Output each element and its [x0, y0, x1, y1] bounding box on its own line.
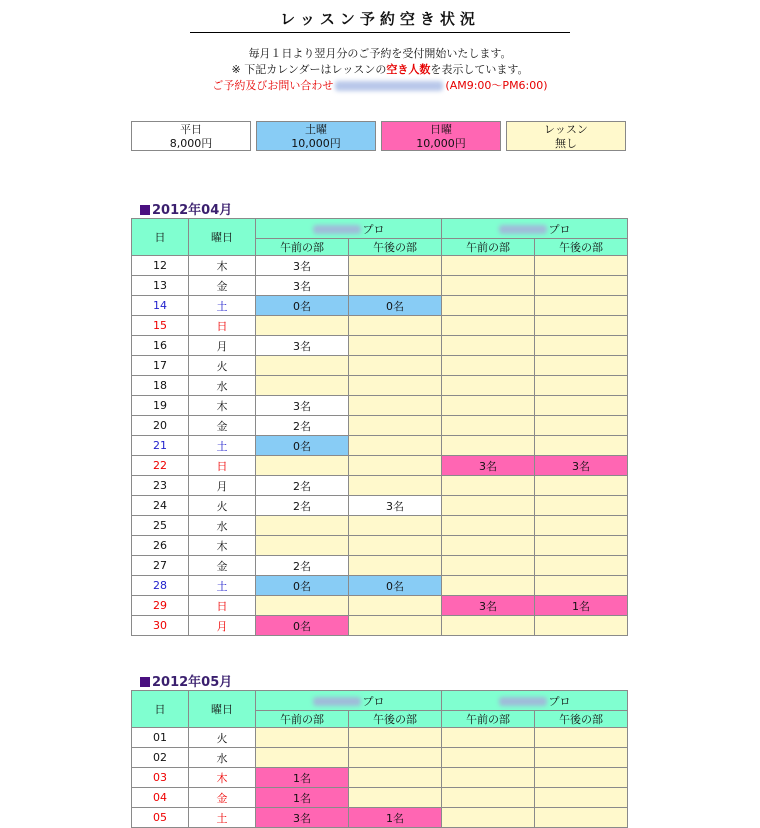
day-cell: 23	[132, 476, 189, 496]
pro1-am-slot[interactable]	[256, 748, 349, 768]
pro2-am-slot[interactable]	[442, 276, 535, 296]
pro1-pm-slot[interactable]	[349, 748, 442, 768]
pro1-pm-slot[interactable]	[349, 256, 442, 276]
day-cell: 28	[132, 576, 189, 596]
pro1-am-slot[interactable]	[256, 376, 349, 396]
page-title: レッスン予約空き状況	[280, 10, 480, 28]
pro2-pm-slot[interactable]	[535, 728, 628, 748]
pro1-pm-slot[interactable]	[349, 768, 442, 788]
pro2-am-slot[interactable]	[442, 516, 535, 536]
table-row	[132, 768, 628, 788]
pro2-pm-slot[interactable]	[535, 296, 628, 316]
legend-saturday-label: 土曜	[305, 123, 327, 136]
weekday-cell: 金	[189, 416, 256, 436]
legend-sunday-label: 日曜	[430, 123, 452, 136]
table-row	[132, 396, 628, 416]
table-row	[132, 616, 628, 636]
pro2-am-slot[interactable]	[442, 768, 535, 788]
table-row	[132, 576, 628, 596]
intro-line-3	[0, 78, 760, 94]
pro1-am-slot[interactable]: 0名	[256, 576, 349, 596]
pro1-am-slot[interactable]: 0名	[256, 436, 349, 456]
pro1-pm-slot[interactable]	[349, 356, 442, 376]
table-row	[132, 536, 628, 556]
pro2-pm-slot[interactable]	[535, 376, 628, 396]
header-weekday: 曜日	[189, 219, 256, 256]
intro-line-2	[0, 62, 760, 78]
pro1-am-slot[interactable]: 3名	[256, 336, 349, 356]
legend-weekday-price: 8,000円	[169, 137, 213, 150]
day-cell: 13	[132, 276, 189, 296]
day-cell: 15	[132, 316, 189, 336]
pro1-am-slot[interactable]: 2名	[256, 416, 349, 436]
legend-weekday-label: 平日	[180, 123, 202, 136]
header-pro-2-pm: 午後の部	[535, 711, 628, 728]
pro2-pm-slot[interactable]	[535, 808, 628, 828]
header-pro-1-suffix: プロ	[362, 222, 385, 236]
pro2-pm-slot[interactable]	[535, 496, 628, 516]
pro2-pm-slot[interactable]	[535, 556, 628, 576]
pro1-am-slot[interactable]: 1名	[256, 768, 349, 788]
pro2-am-slot[interactable]	[442, 436, 535, 456]
pro1-pm-slot[interactable]	[349, 596, 442, 616]
header-pro-1-pm: 午後の部	[349, 711, 442, 728]
blurred-pro-name	[499, 225, 547, 234]
legend-sunday	[381, 121, 501, 151]
pro1-pm-slot[interactable]	[349, 336, 442, 356]
weekday-cell: 金	[189, 556, 256, 576]
month-title-april-text: 2012年04月	[152, 203, 233, 218]
pro2-am-slot[interactable]	[442, 356, 535, 376]
intro-line-1: 毎月１日より翌月分のご予約を受付開始いたします。	[248, 47, 512, 60]
weekday-cell: 水	[189, 748, 256, 768]
pro1-pm-slot[interactable]: 1名	[349, 808, 442, 828]
pro2-am-slot[interactable]	[442, 256, 535, 276]
pro1-am-slot[interactable]	[256, 728, 349, 748]
pro2-pm-slot[interactable]	[535, 748, 628, 768]
pro1-am-slot[interactable]	[256, 516, 349, 536]
month-title-may-text: 2012年05月	[152, 675, 233, 690]
calendar-body-april	[132, 256, 628, 636]
header-pro-2-am: 午前の部	[442, 711, 535, 728]
day-cell: 24	[132, 496, 189, 516]
day-cell: 01	[132, 728, 189, 748]
day-cell: 16	[132, 336, 189, 356]
blurred-pro-name	[499, 697, 547, 706]
pro1-pm-slot[interactable]	[349, 616, 442, 636]
pro2-pm-slot[interactable]	[535, 436, 628, 456]
pro1-pm-slot[interactable]	[349, 456, 442, 476]
pro1-am-slot[interactable]: 2名	[256, 556, 349, 576]
legend-saturday	[256, 121, 376, 151]
pro1-am-slot[interactable]: 3名	[256, 276, 349, 296]
header-weekday: 曜日	[189, 691, 256, 728]
pro1-am-slot[interactable]: 3名	[256, 396, 349, 416]
pro2-am-slot[interactable]	[442, 808, 535, 828]
pro2-am-slot[interactable]	[442, 476, 535, 496]
header-pro-1-am: 午前の部	[256, 239, 349, 256]
calendar-table-april	[131, 218, 628, 636]
weekday-cell: 木	[189, 768, 256, 788]
price-legend	[131, 121, 627, 153]
legend-no-lesson-label: レッスン	[544, 123, 588, 136]
pro1-am-slot[interactable]: 2名	[256, 496, 349, 516]
pro2-am-slot[interactable]	[442, 316, 535, 336]
header-day: 日	[132, 219, 189, 256]
header-pro-2-am: 午前の部	[442, 239, 535, 256]
pro1-pm-slot[interactable]: 0名	[349, 576, 442, 596]
weekday-cell: 日	[189, 596, 256, 616]
pro2-pm-slot[interactable]	[535, 516, 628, 536]
pro1-am-slot[interactable]	[256, 356, 349, 376]
intro-line-2-post: を表示しています。	[430, 63, 529, 76]
pro1-pm-slot[interactable]	[349, 516, 442, 536]
table-row	[132, 476, 628, 496]
pro2-am-slot[interactable]	[442, 536, 535, 556]
pro2-am-slot[interactable]: 3名	[442, 456, 535, 476]
weekday-cell: 水	[189, 376, 256, 396]
square-bullet-icon	[140, 205, 150, 215]
day-cell: 30	[132, 616, 189, 636]
weekday-cell: 水	[189, 516, 256, 536]
table-row	[132, 316, 628, 336]
intro-line-2-emph: 空き人数	[386, 63, 431, 76]
header-pro-2-suffix: プロ	[548, 694, 571, 708]
blurred-phone	[335, 81, 443, 91]
day-cell: 21	[132, 436, 189, 456]
pro2-pm-slot[interactable]	[535, 416, 628, 436]
pro1-pm-slot[interactable]	[349, 476, 442, 496]
pro2-pm-slot[interactable]	[535, 476, 628, 496]
legend-weekday	[131, 121, 251, 151]
calendar-table-may	[131, 690, 628, 828]
table-row	[132, 728, 628, 748]
header-day: 日	[132, 691, 189, 728]
legend-no-lesson-price: 無し	[555, 137, 577, 150]
day-cell: 05	[132, 808, 189, 828]
calendar-body-may	[132, 728, 628, 828]
pro1-pm-slot[interactable]	[349, 436, 442, 456]
pro1-pm-slot[interactable]	[349, 396, 442, 416]
pro1-am-slot[interactable]: 2名	[256, 476, 349, 496]
business-hours: (AM9:00～PM6:00)	[445, 79, 548, 92]
table-row	[132, 256, 628, 276]
header-pro-1-suffix: プロ	[362, 694, 385, 708]
pro1-pm-slot[interactable]	[349, 728, 442, 748]
table-row	[132, 416, 628, 436]
weekday-cell: 日	[189, 456, 256, 476]
weekday-cell: 土	[189, 296, 256, 316]
pro2-pm-slot[interactable]	[535, 768, 628, 788]
weekday-cell: 金	[189, 276, 256, 296]
pro1-pm-slot[interactable]	[349, 416, 442, 436]
table-row	[132, 556, 628, 576]
table-row	[132, 788, 628, 808]
legend-saturday-price: 10,000円	[291, 137, 341, 150]
month-title-may	[140, 671, 232, 690]
pro2-am-slot[interactable]	[442, 396, 535, 416]
weekday-cell: 月	[189, 616, 256, 636]
header-pro-1-pm: 午後の部	[349, 239, 442, 256]
table-row	[132, 596, 628, 616]
day-cell: 26	[132, 536, 189, 556]
pro2-am-slot[interactable]	[442, 728, 535, 748]
legend-sunday-price: 10,000円	[416, 137, 466, 150]
pro2-am-slot[interactable]	[442, 496, 535, 516]
table-row	[132, 436, 628, 456]
page-title-wrap	[190, 8, 570, 33]
pro2-pm-slot[interactable]	[535, 396, 628, 416]
pro1-am-slot[interactable]	[256, 596, 349, 616]
day-cell: 25	[132, 516, 189, 536]
day-cell: 19	[132, 396, 189, 416]
pro1-am-slot[interactable]: 1名	[256, 788, 349, 808]
weekday-cell: 木	[189, 396, 256, 416]
pro2-am-slot[interactable]	[442, 556, 535, 576]
pro2-am-slot[interactable]	[442, 788, 535, 808]
pro2-am-slot[interactable]	[442, 616, 535, 636]
weekday-cell: 火	[189, 728, 256, 748]
table-row	[132, 808, 628, 828]
table-row	[132, 516, 628, 536]
pro2-pm-slot[interactable]	[535, 276, 628, 296]
pro1-pm-slot[interactable]	[349, 376, 442, 396]
pro1-am-slot[interactable]	[256, 316, 349, 336]
table-row	[132, 376, 628, 396]
header-pro-2-suffix: プロ	[548, 222, 571, 236]
day-cell: 18	[132, 376, 189, 396]
pro2-pm-slot[interactable]	[535, 536, 628, 556]
pro2-am-slot[interactable]	[442, 376, 535, 396]
day-cell: 14	[132, 296, 189, 316]
day-cell: 04	[132, 788, 189, 808]
table-row	[132, 496, 628, 516]
weekday-cell: 土	[189, 576, 256, 596]
pro2-pm-slot[interactable]: 3名	[535, 456, 628, 476]
header-pro-2-pm: 午後の部	[535, 239, 628, 256]
weekday-cell: 金	[189, 788, 256, 808]
pro2-am-slot[interactable]	[442, 416, 535, 436]
blurred-pro-name	[313, 697, 361, 706]
pro1-pm-slot[interactable]	[349, 536, 442, 556]
pro1-am-slot[interactable]	[256, 536, 349, 556]
weekday-cell: 土	[189, 436, 256, 456]
day-cell: 20	[132, 416, 189, 436]
pro2-am-slot[interactable]	[442, 336, 535, 356]
pro1-pm-slot[interactable]	[349, 276, 442, 296]
weekday-cell: 木	[189, 536, 256, 556]
pro1-pm-slot[interactable]	[349, 788, 442, 808]
weekday-cell: 火	[189, 496, 256, 516]
table-row	[132, 456, 628, 476]
pro2-pm-slot[interactable]	[535, 616, 628, 636]
blurred-pro-name	[313, 225, 361, 234]
pro1-am-slot[interactable]: 3名	[256, 808, 349, 828]
day-cell: 03	[132, 768, 189, 788]
day-cell: 17	[132, 356, 189, 376]
pro2-pm-slot[interactable]	[535, 316, 628, 336]
day-cell: 22	[132, 456, 189, 476]
intro-text	[0, 46, 760, 94]
table-row	[132, 356, 628, 376]
month-title-april	[140, 199, 232, 218]
table-row	[132, 296, 628, 316]
pro1-pm-slot[interactable]	[349, 556, 442, 576]
day-cell: 12	[132, 256, 189, 276]
header-pro-2	[442, 691, 628, 711]
weekday-cell: 月	[189, 336, 256, 356]
weekday-cell: 火	[189, 356, 256, 376]
contact-label: ご予約及びお問い合わせ	[212, 79, 334, 92]
pro2-am-slot[interactable]	[442, 296, 535, 316]
pro2-pm-slot[interactable]	[535, 788, 628, 808]
header-pro-1	[256, 219, 442, 239]
pro2-pm-slot[interactable]: 1名	[535, 596, 628, 616]
pro1-am-slot[interactable]	[256, 456, 349, 476]
pro2-pm-slot[interactable]	[535, 256, 628, 276]
header-pro-2	[442, 219, 628, 239]
pro1-am-slot[interactable]: 3名	[256, 256, 349, 276]
day-cell: 29	[132, 596, 189, 616]
weekday-cell: 木	[189, 256, 256, 276]
pro2-pm-slot[interactable]	[535, 576, 628, 596]
weekday-cell: 土	[189, 808, 256, 828]
pro1-am-slot[interactable]: 0名	[256, 616, 349, 636]
table-row	[132, 336, 628, 356]
day-cell: 02	[132, 748, 189, 768]
pro1-pm-slot[interactable]: 3名	[349, 496, 442, 516]
header-pro-1	[256, 691, 442, 711]
day-cell: 27	[132, 556, 189, 576]
pro2-pm-slot[interactable]	[535, 356, 628, 376]
legend-no-lesson	[506, 121, 626, 151]
weekday-cell: 日	[189, 316, 256, 336]
pro2-pm-slot[interactable]	[535, 336, 628, 356]
weekday-cell: 月	[189, 476, 256, 496]
table-row	[132, 748, 628, 768]
pro2-am-slot[interactable]: 3名	[442, 596, 535, 616]
pro1-pm-slot[interactable]	[349, 316, 442, 336]
square-bullet-icon	[140, 677, 150, 687]
pro2-am-slot[interactable]	[442, 748, 535, 768]
pro1-pm-slot[interactable]: 0名	[349, 296, 442, 316]
intro-line-2-pre: ※ 下記カレンダーはレッスンの	[231, 63, 387, 76]
pro1-am-slot[interactable]: 0名	[256, 296, 349, 316]
table-row	[132, 276, 628, 296]
header-pro-1-am: 午前の部	[256, 711, 349, 728]
pro2-am-slot[interactable]	[442, 576, 535, 596]
